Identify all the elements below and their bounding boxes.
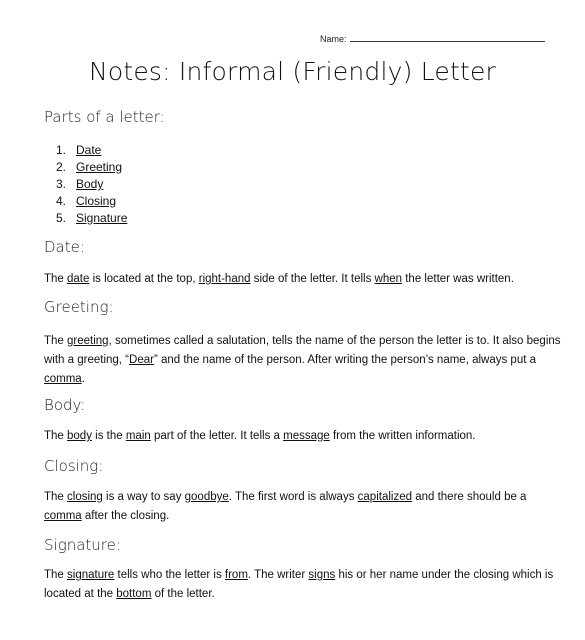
text-run: is the (91, 430, 126, 442)
list-number: 3. (56, 177, 67, 191)
text-run: The (44, 335, 68, 347)
list-item (56, 159, 127, 176)
section-text-body (44, 427, 564, 446)
text-run: after the closing. (81, 510, 170, 522)
text-run: part of the letter. It tells a (150, 430, 284, 442)
section-text-date (44, 270, 564, 289)
keyword: comma (44, 510, 82, 522)
page-title: Notes: Informal (Friendly) Letter (88, 57, 497, 86)
keyword: capitalized (357, 491, 412, 503)
keyword: body (67, 430, 92, 442)
text-run: the letter was written. (402, 273, 514, 285)
list-label: Closing (76, 194, 117, 208)
text-run: The (44, 491, 68, 503)
list-number: 5. (56, 211, 67, 225)
text-run: . (81, 373, 85, 385)
text-run: and there should be a (412, 491, 527, 503)
keyword: goodbye (184, 491, 229, 503)
text-run: . The writer (247, 569, 309, 581)
text-run: of the letter. (151, 588, 215, 600)
text-run: tells who the letter is (114, 569, 225, 581)
text-run: The (44, 430, 68, 442)
keyword: main (125, 430, 151, 442)
text-run: is a way to say (102, 491, 185, 503)
keyword: Dear (129, 354, 154, 366)
text-run: The (44, 569, 68, 581)
text-run: ” and the name of the person. After writing the person’s name, always put a (153, 354, 537, 366)
list-label: Body (76, 177, 104, 191)
text-run: from the written information. (329, 430, 476, 442)
section-text-signature (44, 566, 564, 604)
list-item (56, 142, 127, 159)
keyword: from (224, 569, 248, 581)
keyword: comma (44, 373, 82, 385)
text-run: . The first word is always (228, 491, 358, 503)
text-run: , sometimes called a salutation, tells the name of the person the letter is to. It also begins with a greeting, “ (44, 335, 561, 366)
text-run: The (44, 273, 68, 285)
name-label: Name: (320, 34, 347, 44)
keyword: bottom (116, 588, 152, 600)
section-text-closing (44, 488, 564, 526)
list-number: 1. (56, 143, 67, 157)
section-heading-greeting: Greeting: (44, 298, 114, 316)
section-text-greeting (44, 332, 564, 389)
keyword: closing (67, 491, 103, 503)
keyword: when (374, 273, 403, 285)
list-label: Greeting (76, 160, 123, 174)
list-number: 2. (56, 160, 67, 174)
keyword: date (67, 273, 90, 285)
section-heading-body: Body: (44, 396, 86, 414)
parts-list (56, 142, 127, 227)
text-run: side of the letter. It tells (250, 273, 375, 285)
keyword: right-hand (198, 273, 251, 285)
name-field[interactable] (320, 33, 545, 44)
parts-heading: Parts of a letter: (44, 108, 165, 126)
keyword: signature (67, 569, 115, 581)
keyword: greeting (67, 335, 109, 347)
text-run: is located at the top, (89, 273, 199, 285)
list-item (56, 176, 127, 193)
keyword: signs (308, 569, 336, 581)
section-heading-date: Date: (44, 238, 85, 256)
name-blank-line[interactable] (350, 33, 545, 42)
list-label: Signature (76, 211, 128, 225)
list-item (56, 210, 127, 227)
list-label: Date (76, 143, 102, 157)
list-item (56, 193, 127, 210)
text-run: his or her name under the closing which is located at the (44, 569, 554, 600)
keyword: message (283, 430, 330, 442)
list-number: 4. (56, 194, 67, 208)
section-heading-signature: Signature: (44, 536, 121, 554)
section-heading-closing: Closing: (44, 457, 104, 475)
